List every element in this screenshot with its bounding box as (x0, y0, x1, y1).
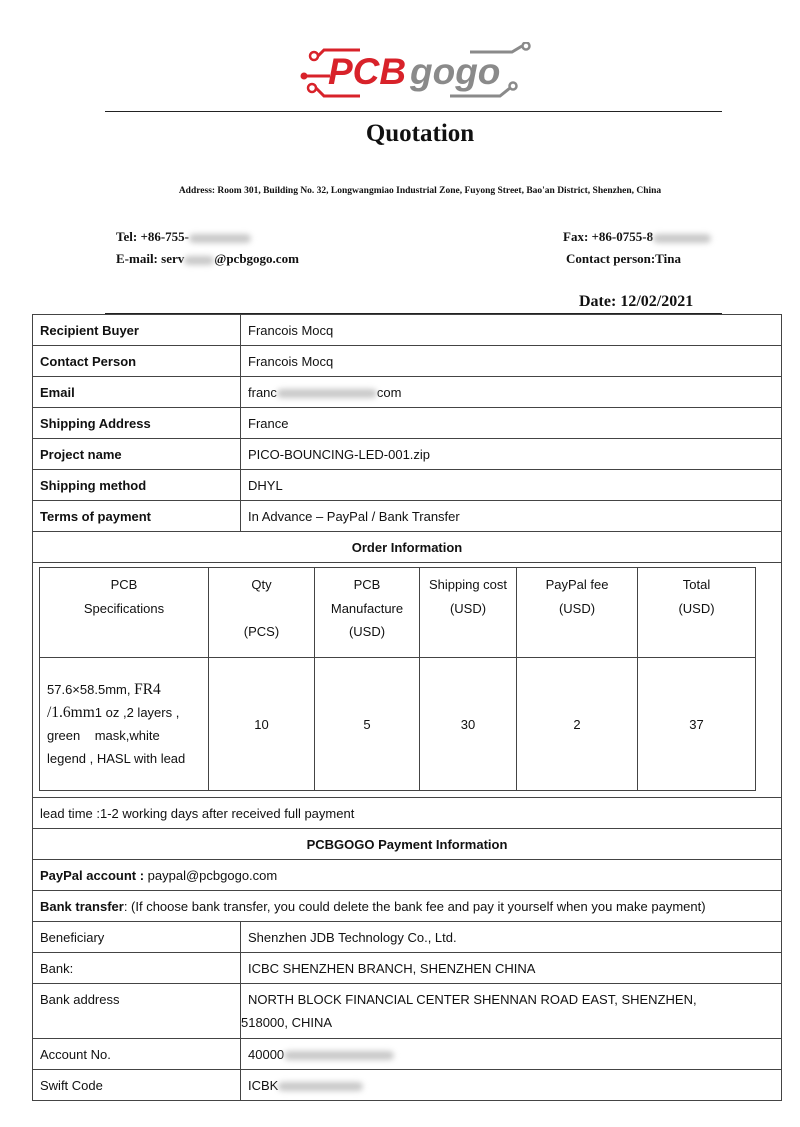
manufacture-value: 5 (315, 658, 420, 791)
table-row (33, 798, 782, 829)
account-value (241, 1039, 782, 1070)
recipient-label: Recipient Buyer (33, 315, 241, 346)
order-table (39, 567, 756, 791)
header-text: PCB (110, 577, 138, 592)
table-row (33, 532, 782, 563)
fax-line (563, 229, 711, 245)
svg-text:PCB: PCB (328, 51, 407, 92)
spec-text: FR4 (134, 681, 161, 698)
table-row (33, 953, 782, 984)
total-value: 37 (638, 658, 756, 791)
bank-address-value (241, 984, 782, 1039)
quotation-date: Date: 12/02/2021 (579, 293, 694, 310)
email-value (241, 377, 782, 408)
table-row (33, 829, 782, 860)
bank-address-line2: 518000, CHINA (241, 1015, 333, 1030)
header-text: Shipping cost (428, 577, 508, 592)
beneficiary-label: Beneficiary (33, 922, 241, 953)
order-cell (33, 563, 782, 798)
header-text: (PCS) (243, 624, 280, 639)
svg-text:gogo: gogo (410, 51, 501, 92)
paypal-label: PayPal account : (40, 867, 145, 883)
account-number-text: 40000 (248, 1046, 285, 1062)
header-text: Total (682, 577, 711, 592)
redaction-blur (653, 234, 711, 243)
terms-value: In Advance – PayPal / Bank Transfer (241, 501, 782, 532)
paypal-fee-value: 2 (517, 658, 638, 791)
document-title: Quotation (365, 120, 475, 147)
header-text: (USD) (449, 600, 487, 616)
spec-text: 57.6×58.5mm, (47, 682, 135, 697)
spec-text: legend , HASL with lead (47, 751, 186, 766)
col-header-qty (209, 568, 315, 658)
swift-value (241, 1070, 782, 1101)
table-row (33, 860, 782, 891)
bank-transfer-text: : (If choose bank transfer, you could delete the bank fee and pay it yourself when you make payment) (123, 898, 706, 914)
col-header-spec (40, 568, 209, 658)
redaction-blur (278, 1082, 363, 1091)
table-row (33, 1070, 782, 1101)
tel-line (116, 229, 251, 245)
contact-value: Francois Mocq (241, 346, 782, 377)
redaction-blur (184, 256, 214, 265)
paypal-account (33, 860, 782, 891)
header-text: (USD) (348, 624, 386, 639)
redaction-blur (284, 1051, 394, 1060)
table-row (33, 408, 782, 439)
table-row (33, 984, 782, 1039)
header-text: PayPal fee (545, 577, 609, 592)
redaction-blur (189, 234, 251, 243)
contact-person: Contact person:Tina (566, 251, 681, 266)
shipping-value: 30 (420, 658, 517, 791)
table-row (33, 315, 782, 346)
contact-label: Contact Person (33, 346, 241, 377)
swift-label: Swift Code (33, 1070, 241, 1101)
email-suffix: @pcbgogo.com (214, 251, 299, 266)
terms-label: Terms of payment (33, 501, 241, 532)
email-line (116, 251, 299, 267)
recipient-value: Francois Mocq (241, 315, 782, 346)
table-row (33, 470, 782, 501)
pcb-spec (40, 658, 209, 791)
bank-address-line1: NORTH BLOCK FINANCIAL CENTER SHENNAN ROAD EAST, SHENZHEN, (248, 992, 697, 1007)
tel-text: Tel: +86-755- (116, 229, 190, 244)
header-rule (105, 111, 722, 112)
fax-text: Fax: +86-0755-8 (563, 229, 654, 244)
swift-code-text: ICBK (248, 1077, 279, 1093)
table-row (33, 563, 782, 798)
order-header-row (40, 568, 756, 658)
table-row (33, 1039, 782, 1070)
email-prefix: E-mail: serv (116, 251, 185, 266)
shipping-address-label: Shipping Address (33, 408, 241, 439)
shipping-address-value: France (241, 408, 782, 439)
header-text: (USD) (678, 600, 715, 616)
col-header-total (638, 568, 756, 658)
table-row (33, 377, 782, 408)
table-row (33, 501, 782, 532)
spec-text: 1 oz ,2 layers , (94, 705, 180, 720)
bank-label: Bank: (33, 953, 241, 984)
project-value: PICO-BOUNCING-LED-001.zip (241, 439, 782, 470)
table-row (33, 891, 782, 922)
email-value-prefix: franc (248, 384, 277, 400)
spec-text: green mask,white (47, 728, 160, 743)
col-header-paypal-fee (517, 568, 638, 658)
company-address: Address: Room 301, Building No. 32, Longwangmiao Industrial Zone, Fuyong Street, Bao'an District, Shenzhen, China (178, 186, 662, 196)
header-text: Manufacture (330, 600, 404, 616)
order-value-row (40, 658, 756, 791)
bank-transfer-note (33, 891, 782, 922)
bank-value: ICBC SHENZHEN BRANCH, SHENZHEN CHINA (241, 953, 782, 984)
redaction-blur (277, 389, 377, 398)
account-label: Account No. (33, 1039, 241, 1070)
shipping-method-value: DHYL (241, 470, 782, 501)
header-text: (USD) (558, 600, 596, 616)
header-text: Specifications (83, 600, 165, 616)
header-text: PCB (353, 577, 381, 592)
order-heading: Order Information (33, 532, 782, 563)
email-label: Email (33, 377, 241, 408)
bank-transfer-label: Bank transfer (40, 898, 124, 914)
table-row (33, 922, 782, 953)
email-value-suffix: com (376, 384, 402, 400)
lead-time: lead time :1-2 working days after received full payment (33, 798, 782, 829)
table-row (33, 439, 782, 470)
col-header-shipping (420, 568, 517, 658)
table-row (33, 346, 782, 377)
header-text: Qty (251, 577, 272, 592)
payment-heading: PCBGOGO Payment Information (33, 829, 782, 860)
bank-address-label: Bank address (33, 984, 241, 1039)
qty-value: 10 (209, 658, 315, 791)
beneficiary-value: Shenzhen JDB Technology Co., Ltd. (241, 922, 782, 953)
paypal-value: paypal@pcbgogo.com (144, 867, 278, 883)
shipping-method-label: Shipping method (33, 470, 241, 501)
project-label: Project name (33, 439, 241, 470)
spec-text: /1.6mm (47, 704, 95, 721)
quotation-table (32, 314, 782, 1101)
pcbgogo-logo (300, 42, 535, 104)
col-header-manufacture (315, 568, 420, 658)
